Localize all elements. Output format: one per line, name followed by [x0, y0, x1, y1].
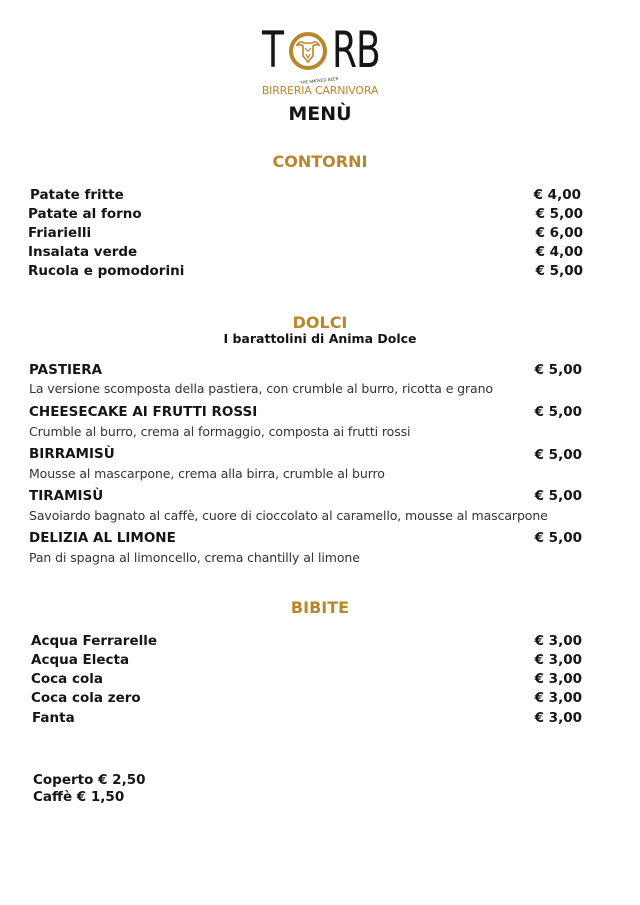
menu-item	[31, 689, 582, 707]
page-title: MENÙ	[288, 103, 352, 125]
item-name: Patate al forno	[28, 206, 142, 222]
dessert-price: € 5,00	[534, 447, 582, 463]
item-price: € 3,00	[534, 671, 582, 687]
dessert-description: Crumble al burro, crema al formaggio, composta ai frutti rossi	[29, 424, 411, 439]
menu-item	[31, 670, 582, 688]
item-price: € 5,00	[535, 206, 583, 222]
dessert-description: Savoiardo bagnato al caffè, cuore di cioccolato al caramello, mousse al mascarpone	[29, 508, 548, 523]
menu-item	[31, 632, 582, 650]
section-title-bibite: BIBITE	[290, 598, 350, 617]
logo-subtitle: BIRRERIA CARNIVORA	[261, 84, 379, 97]
item-price: € 4,00	[533, 187, 581, 203]
dessert-name: TIRAMISÙ	[29, 488, 104, 504]
menu-item	[31, 651, 582, 669]
dessert-price: € 5,00	[534, 488, 582, 504]
item-price: € 3,00	[534, 710, 582, 726]
dessert-description: La versione scomposta della pastiera, con crumble al burro, ricotta e grano	[29, 381, 493, 396]
item-price: € 3,00	[534, 690, 582, 706]
dessert-name: CHEESECAKE AI FRUTTI ROSSI	[29, 404, 258, 420]
section-title-contorni: CONTORNI	[272, 152, 368, 171]
menu-item	[28, 262, 583, 280]
logo-tagline: THE SMOKED BEER	[299, 76, 339, 85]
item-price: € 5,00	[535, 263, 583, 279]
dessert-name: PASTIERA	[29, 362, 103, 378]
menu-item	[28, 243, 583, 261]
dessert-description: Pan di spagna al limoncello, crema chantilly al limone	[29, 550, 360, 565]
bull-emblem-icon	[288, 31, 328, 71]
logo-wordmark: T R B	[262, 21, 380, 79]
item-name: Insalata verde	[28, 244, 138, 260]
dessert-description: Mousse al mascarpone, crema alla birra, crumble al burro	[29, 466, 385, 481]
menu-item	[32, 709, 582, 727]
cover-charge: Coperto € 2,50	[33, 772, 146, 788]
item-name: Coca cola zero	[31, 690, 141, 706]
item-name: Fanta	[32, 710, 75, 726]
dessert-price: € 5,00	[534, 530, 582, 546]
section-title-dolci: DOLCI	[292, 313, 348, 332]
logo	[260, 21, 380, 97]
item-name: Friarielli	[28, 225, 92, 241]
item-name: Patate fritte	[30, 187, 124, 203]
coffee-price: Caffè € 1,50	[33, 789, 125, 805]
item-name: Rucola e pomodorini	[28, 263, 185, 279]
menu-item	[28, 205, 583, 223]
menu-item	[28, 224, 583, 242]
dessert-price: € 5,00	[534, 404, 582, 420]
dessert-name: DELIZIA AL LIMONE	[29, 530, 176, 546]
item-name: Coca cola	[31, 671, 104, 687]
menu-item	[30, 186, 581, 204]
item-price: € 6,00	[535, 225, 583, 241]
dessert-price: € 5,00	[534, 362, 582, 378]
dessert-name: BIRRAMISÙ	[29, 446, 115, 462]
section-subtitle-dolci: I barattolini di Anima Dolce	[223, 331, 417, 346]
item-price: € 3,00	[534, 633, 582, 649]
item-name: Acqua Ferrarelle	[31, 633, 158, 649]
item-price: € 4,00	[535, 244, 583, 260]
item-price: € 3,00	[534, 652, 582, 668]
item-name: Acqua Electa	[31, 652, 130, 668]
